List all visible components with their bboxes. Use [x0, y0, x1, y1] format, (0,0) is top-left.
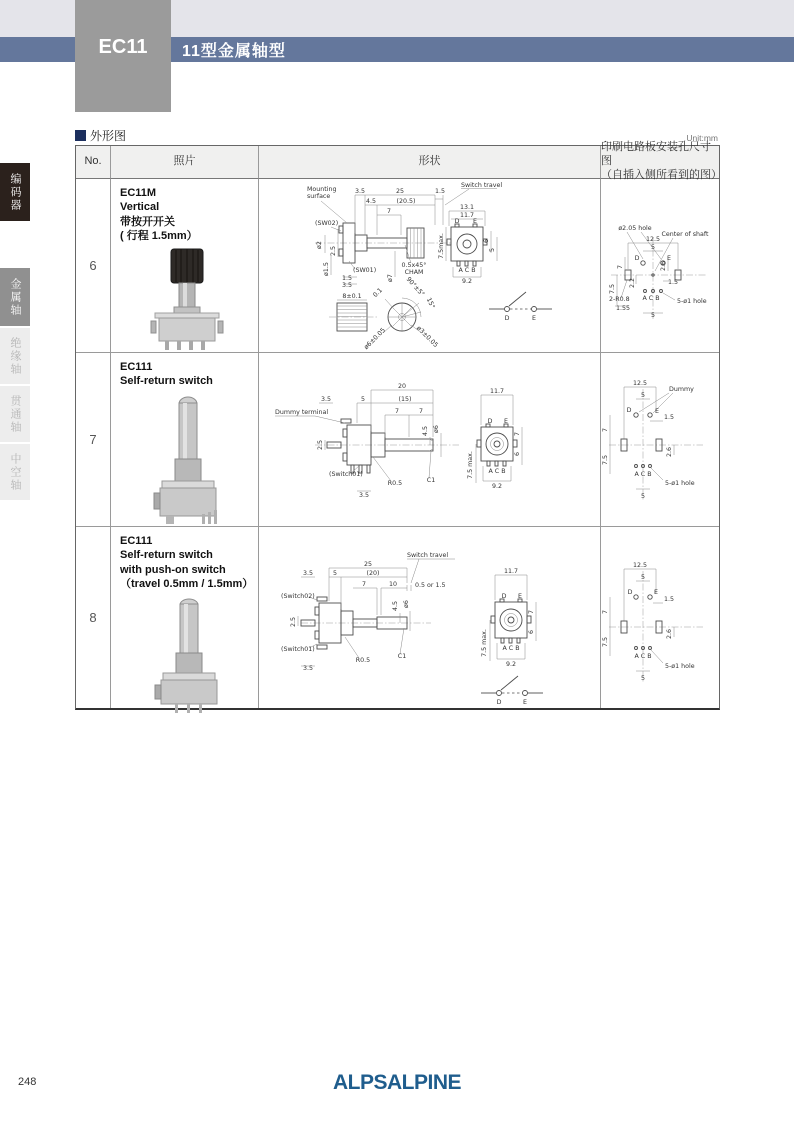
row-number: 7 [89, 432, 97, 447]
dim-label: 3.5 [302, 665, 314, 672]
dim-label: 2.5 [290, 616, 297, 628]
drawing-linework [275, 390, 522, 491]
row7-number [76, 353, 111, 527]
dim-label: 1.5 [663, 414, 675, 421]
dim-label: 5 [360, 396, 366, 403]
dim-label: A C B [488, 468, 506, 475]
dim-label: 1.5 [667, 279, 679, 286]
dim-label: 20 [397, 383, 407, 390]
dim-label: (Switch02) [281, 593, 315, 600]
dim-label: ø6 [433, 425, 440, 433]
product-name-line: （travel 0.5mm / 1.5mm） [120, 577, 254, 590]
pcb-hole-drawing [601, 179, 719, 353]
sidebar-tab-label: 金属轴 [9, 277, 21, 317]
col-header-no [76, 146, 111, 179]
unit-label: Unit:mm [686, 133, 718, 143]
dim-label: 4.5 [365, 198, 377, 205]
pcb-hole-drawing [601, 527, 719, 708]
row-number: 6 [89, 258, 97, 273]
sidebar-tab-label: 编码器 [9, 172, 21, 212]
dim-label: 12.5 [645, 236, 661, 243]
dim-label: 7 [602, 427, 609, 433]
row6-pcb-cell [601, 179, 719, 353]
dim-label: 0.5x45° [401, 262, 427, 269]
row6-shape-cell [259, 179, 601, 353]
dim-label: E [504, 418, 508, 425]
dim-label: ø6±0.05 [362, 326, 388, 352]
dim-label: 3.5 [341, 282, 353, 289]
dim-label: 7 [514, 431, 521, 437]
dim-label: E [518, 593, 522, 600]
product-name-line: Self-return switch [120, 549, 213, 562]
sidebar-tab-hollow-shaft[interactable] [0, 444, 30, 500]
dim-label: A C B [634, 653, 652, 660]
dim-label: 6 [483, 238, 490, 244]
dim-label: 7 [528, 609, 535, 615]
dim-label: 6 [528, 629, 535, 635]
dim-label: Dummy terminal [275, 409, 329, 416]
dim-label: A C B [634, 471, 652, 478]
row8-pcb-cell [601, 527, 719, 708]
product-name-line: with push-on switch [120, 563, 226, 576]
dim-label: D [627, 589, 633, 596]
dim-label: D [501, 593, 507, 600]
dim-label: 7.5 max. [467, 451, 474, 479]
dim-label: D [504, 315, 510, 322]
dim-label: ø1.5 [323, 262, 330, 276]
row-number: 8 [89, 610, 97, 625]
product-name-line: ( 行程 1.5mm） [120, 229, 198, 242]
product-photo [143, 247, 231, 353]
shape-drawing [259, 353, 601, 527]
dim-label: 10 [388, 581, 398, 588]
dim-label: 5-ø1 hole [665, 663, 695, 670]
header-text: No. [84, 155, 102, 168]
series-code: EC11 [98, 36, 148, 58]
section-square-icon [75, 130, 86, 141]
dim-label: 7 [386, 208, 392, 215]
dim-label: 11.7 [459, 212, 475, 219]
dim-label: 11.7 [489, 388, 505, 395]
dim-label: 5 [640, 675, 646, 682]
dim-label: (20.5) [396, 198, 416, 205]
product-name-line: Self-return switch [120, 375, 213, 388]
dim-label: 9.2 [491, 483, 503, 490]
dim-label: 5 [640, 392, 646, 399]
product-photo-wrap [120, 595, 254, 713]
dim-label: C1 [397, 653, 407, 660]
dim-label: D [487, 418, 493, 425]
dim-label: 7 [617, 264, 624, 270]
drawing-linework [315, 189, 552, 334]
dim-label: 11.7 [503, 568, 519, 575]
product-name-line: EC11M [120, 187, 157, 199]
sidebar-tab-metal-shaft[interactable] [0, 268, 30, 326]
dim-label: (Switch01) [281, 646, 315, 653]
dim-label: 1.5 [663, 596, 675, 603]
dim-label: 7 [602, 609, 609, 615]
dim-label: 2.2 [629, 277, 636, 289]
dim-label: E [667, 255, 671, 262]
dim-label: 3.5 [358, 492, 370, 499]
dim-label: 6 [514, 451, 521, 457]
dim-label: 5 [332, 570, 338, 577]
header-text: 形状 [418, 155, 441, 168]
sidebar-tab-label: 贯通轴 [9, 394, 21, 434]
dim-label: 12.5 [632, 562, 648, 569]
header-text: （自插入侧所看到的图） [601, 168, 722, 181]
dim-label: E [523, 699, 527, 706]
product-photo-wrap [120, 247, 254, 353]
dim-label: CHAM [404, 269, 424, 276]
product-name-line: EC111 [120, 535, 153, 547]
dim-label: 5 [650, 312, 656, 319]
dim-label: ø7 [387, 274, 394, 282]
dim-label: 3.5 [302, 570, 314, 577]
row7-shape-cell [259, 353, 601, 527]
dim-label: (SW01) [353, 267, 377, 274]
dim-label: 2.5 [317, 439, 324, 451]
dim-label: Mounting [307, 186, 337, 193]
dim-label: 9.2 [505, 661, 517, 668]
dim-label: E [655, 408, 659, 415]
header-text: 印刷电路板安装孔尺寸图 [601, 141, 711, 168]
dim-label: 2.6 [666, 628, 673, 640]
product-photo-wrap [120, 393, 254, 525]
dim-label: (15) [398, 396, 412, 403]
dim-label: (Switch01) [329, 471, 363, 478]
dim-label: 7.5 [609, 283, 616, 295]
row6-photo-cell [111, 179, 259, 353]
dim-label: D [496, 699, 502, 706]
dim-label: 15° [424, 296, 436, 310]
dim-label: 3.5 [320, 396, 332, 403]
dim-label: 9.2 [461, 278, 473, 285]
dim-label: E [473, 218, 477, 225]
sidebar-tab-label: 绝缘轴 [9, 336, 21, 376]
dim-label: Switch travel [461, 182, 503, 189]
dim-label: 7.5 max. [481, 629, 488, 657]
encoder-illustration [154, 397, 217, 524]
dim-label: 1.55 [615, 305, 631, 312]
dim-label: A C B [642, 295, 660, 302]
sidebar-tab-insulated-shaft[interactable] [0, 328, 30, 384]
dim-label: 8±0.1 [342, 293, 362, 300]
dim-label: D [634, 255, 640, 262]
dim-label: R0.5 [355, 657, 371, 664]
col-header-shape [259, 146, 601, 179]
col-header-photo [111, 146, 259, 179]
row7-photo-cell [111, 353, 259, 527]
alpsalpine-logo: ALPSALPINE [332, 1071, 461, 1094]
encoder-illustration [155, 599, 217, 713]
dim-label: 25 [363, 561, 373, 568]
section-title: 外形图 [90, 129, 127, 143]
dim-label: 90°±5° [404, 275, 426, 299]
shape-drawing [259, 179, 601, 353]
dim-label: 1.5 [341, 275, 353, 282]
dim-label: Dummy [669, 386, 694, 393]
dim-label: 13.1 [459, 204, 475, 211]
section-heading [75, 127, 126, 144]
dim-label: 7 [361, 581, 367, 588]
dim-label: 4.5 [422, 425, 429, 437]
dim-label: 7.5max. [438, 233, 445, 259]
dim-label: 12.5 [632, 380, 648, 387]
dim-label: 2.6 [660, 260, 667, 272]
dim-label: ø3±0.05 [414, 324, 440, 350]
drawing-linework [298, 559, 543, 696]
dim-label: Switch travel [407, 552, 449, 559]
dim-label: 4.5 [392, 600, 399, 612]
row8-shape-cell [259, 527, 601, 708]
dim-label: Center of shaft [661, 231, 709, 238]
dim-label: ø2 [316, 241, 323, 249]
row7-pcb-cell [601, 353, 719, 527]
dim-label: (SW02) [315, 220, 339, 227]
dim-label: 7 [394, 408, 400, 415]
dim-label: 0.5 or 1.5 [415, 582, 446, 589]
row6-number [76, 179, 111, 353]
dim-label: 2-R0.8 [609, 296, 630, 303]
dim-label: 25 [395, 188, 405, 195]
dim-label: 5 [640, 574, 646, 581]
shape-drawing [259, 527, 601, 708]
col-header-pcb [601, 141, 722, 181]
sidebar-tab-label: 中空轴 [9, 452, 21, 492]
dim-label: 2.6 [666, 446, 673, 458]
dim-label: 0.1 [371, 286, 384, 299]
dim-label: 5-ø1 hole [677, 298, 707, 305]
sidebar-tab-through-shaft[interactable] [0, 386, 30, 442]
product-name-line: EC111 [120, 361, 153, 373]
dim-label: A C B [502, 645, 520, 652]
dim-label: D [626, 407, 632, 414]
dim-label: A C B [458, 267, 476, 274]
series-code-box [75, 0, 171, 112]
dim-label: 5 [640, 493, 646, 500]
sidebar-tab-encoder[interactable] [0, 163, 30, 221]
dim-label: 7.5 [602, 636, 609, 648]
page-number: 248 [18, 1076, 37, 1088]
dim-label: 5-ø1 hole [665, 480, 695, 487]
dim-label: 7.5 [602, 454, 609, 466]
dim-label: D [454, 218, 460, 225]
dim-label: 7 [418, 408, 424, 415]
dim-label: 1.5 [434, 188, 446, 195]
dim-label: 5 [650, 244, 656, 251]
encoder-illustration [151, 249, 223, 350]
product-name-line: Vertical [120, 201, 160, 214]
dim-label: E [654, 589, 658, 596]
row8-number [76, 527, 111, 708]
header-text: 照片 [173, 155, 196, 168]
dim-label: 3.5 [354, 188, 366, 195]
product-photo [141, 595, 233, 713]
dim-label: 5 [489, 247, 496, 253]
dim-label: ø2.05 hole [618, 225, 652, 232]
dim-label: E [532, 315, 536, 322]
dim-label: 2.5 [330, 245, 337, 257]
product-name-line: 带按开开关 [120, 215, 175, 228]
dim-label: ø6 [403, 600, 410, 608]
page-title: 11型金属轴型 [182, 43, 286, 60]
product-photo [142, 393, 232, 525]
dim-label: (20) [366, 570, 380, 577]
outline-drawing-table [75, 141, 722, 710]
row8-photo-cell [111, 527, 259, 708]
dim-label: R0.5 [387, 480, 403, 487]
dim-label: surface [307, 193, 331, 200]
pcb-hole-drawing [601, 353, 719, 527]
dim-label: C1 [426, 477, 436, 484]
